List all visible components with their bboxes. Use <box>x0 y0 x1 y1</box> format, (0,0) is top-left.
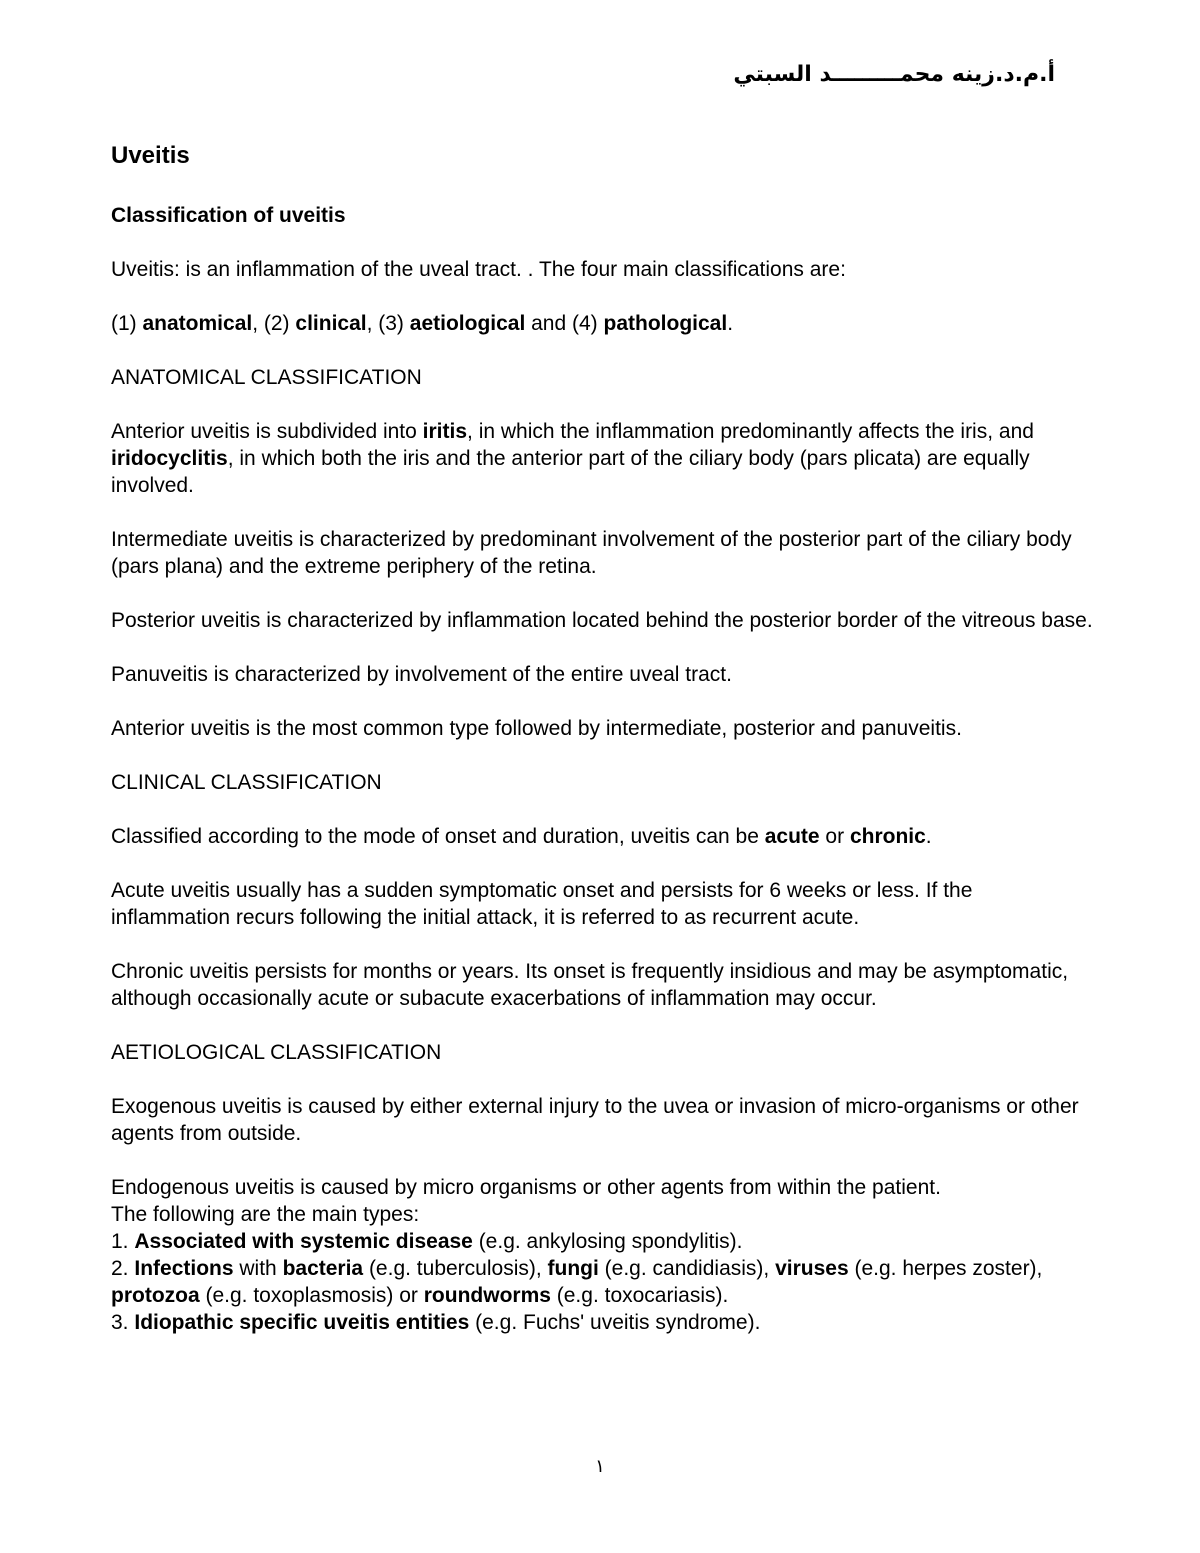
exogenous-paragraph: Exogenous uveitis is caused by either external injury to the uvea or invasion of micro-organisms or other agents from outside. <box>111 1095 1079 1145</box>
class-anatomical: anatomical <box>142 312 253 335</box>
class-pathological: pathological <box>603 312 728 335</box>
term-protozoa: protozoa <box>111 1284 200 1307</box>
clinical-text-3: . <box>925 825 932 848</box>
intro-paragraph: Uveitis: is an inflammation of the uveal tract. . The four main classifications are: <box>111 258 846 281</box>
item2-text-3: (e.g. candidiasis), <box>598 1257 776 1280</box>
document-title: Uveitis <box>111 142 190 169</box>
common-type-paragraph: Anterior uveitis is the most common type followed by intermediate, posterior and panuveitis. <box>111 717 962 740</box>
list-item-1 <box>111 1228 1096 1255</box>
class-clinical: clinical <box>295 312 367 335</box>
item1-text: (e.g. ankylosing spondylitis). <box>472 1230 743 1253</box>
section-subtitle: Classification of uveitis <box>111 204 346 227</box>
item2-text-5: (e.g. toxoplasmosis) or <box>199 1284 424 1307</box>
num-2: , (2) <box>252 312 296 335</box>
term-bacteria: bacteria <box>282 1257 364 1280</box>
endogenous-types-intro: The following are the main types: <box>111 1203 420 1226</box>
anterior-text-2: , in which the inflammation predominantly affects the iris, and <box>467 420 1034 443</box>
term-iritis: iritis <box>422 420 468 443</box>
page-number: ١ <box>595 1456 605 1476</box>
document-body <box>111 138 1096 1336</box>
aetiological-heading: AETIOLOGICAL CLASSIFICATION <box>111 1041 442 1064</box>
intermediate-paragraph: Intermediate uveitis is characterized by predominant involvement of the posterior part of the ciliary body (pars plana) and the extreme periphery of the retina. <box>111 528 1072 578</box>
term-infections: Infections <box>134 1257 234 1280</box>
item1-num: 1. <box>111 1230 135 1253</box>
term-acute: acute <box>764 825 820 848</box>
anterior-paragraph <box>111 418 1096 499</box>
classifications-list <box>111 310 1096 337</box>
num-3: , (3) <box>366 312 410 335</box>
anterior-text-3: , in which both the iris and the anterior part of the ciliary body (pars plicata) are equally involved. <box>111 447 1030 497</box>
clinical-text-1: Classified according to the mode of onset and duration, uveitis can be <box>111 825 765 848</box>
item2-text-2: (e.g. tuberculosis), <box>363 1257 548 1280</box>
list-item-2 <box>111 1255 1096 1309</box>
item2-text-1: with <box>233 1257 283 1280</box>
item2-num: 2. <box>111 1257 135 1280</box>
anatomical-heading: ANATOMICAL CLASSIFICATION <box>111 366 422 389</box>
author-header: أ.م.د.زينه محمـــــــــد السبتي <box>733 62 1055 87</box>
endogenous-paragraph: Endogenous uveitis is caused by micro organisms or other agents from within the patient. <box>111 1176 941 1199</box>
list-end: . <box>727 312 734 335</box>
list-item-3 <box>111 1309 1096 1336</box>
num-1: (1) <box>111 312 143 335</box>
acute-paragraph: Acute uveitis usually has a sudden symptomatic onset and persists for 6 weeks or less. If the inflammation recurs following the initial attack, it is referred to as recurrent acute. <box>111 879 973 929</box>
term-chronic: chronic <box>849 825 926 848</box>
term-fungi: fungi <box>547 1257 599 1280</box>
panuveitis-paragraph: Panuveitis is characterized by involvement of the entire uveal tract. <box>111 663 732 686</box>
clinical-text-2: or <box>819 825 850 848</box>
term-viruses: viruses <box>775 1257 849 1280</box>
item2-text-4: (e.g. herpes zoster), <box>848 1257 1043 1280</box>
item3-text: (e.g. Fuchs' uveitis syndrome). <box>469 1311 761 1334</box>
class-aetiological: aetiological <box>409 312 526 335</box>
item1-term: Associated with systemic disease <box>134 1230 473 1253</box>
chronic-paragraph: Chronic uveitis persists for months or years. Its onset is frequently insidious and may be asymptomatic, although occasionally acute or subacute exacerbations of inflammation may occur. <box>111 960 1069 1010</box>
term-roundworms: roundworms <box>423 1284 551 1307</box>
posterior-paragraph: Posterior uveitis is characterized by inflammation located behind the posterior border of the vitreous base. <box>111 609 1093 632</box>
item2-text-6: (e.g. toxocariasis). <box>550 1284 729 1307</box>
term-iridocyclitis: iridocyclitis <box>111 447 228 470</box>
anterior-text-1: Anterior uveitis is subdivided into <box>111 420 423 443</box>
item3-term: Idiopathic specific uveitis entities <box>134 1311 470 1334</box>
clinical-intro-paragraph <box>111 823 1096 850</box>
num-4: and (4) <box>525 312 604 335</box>
clinical-heading: CLINICAL CLASSIFICATION <box>111 771 382 794</box>
item3-num: 3. <box>111 1311 135 1334</box>
